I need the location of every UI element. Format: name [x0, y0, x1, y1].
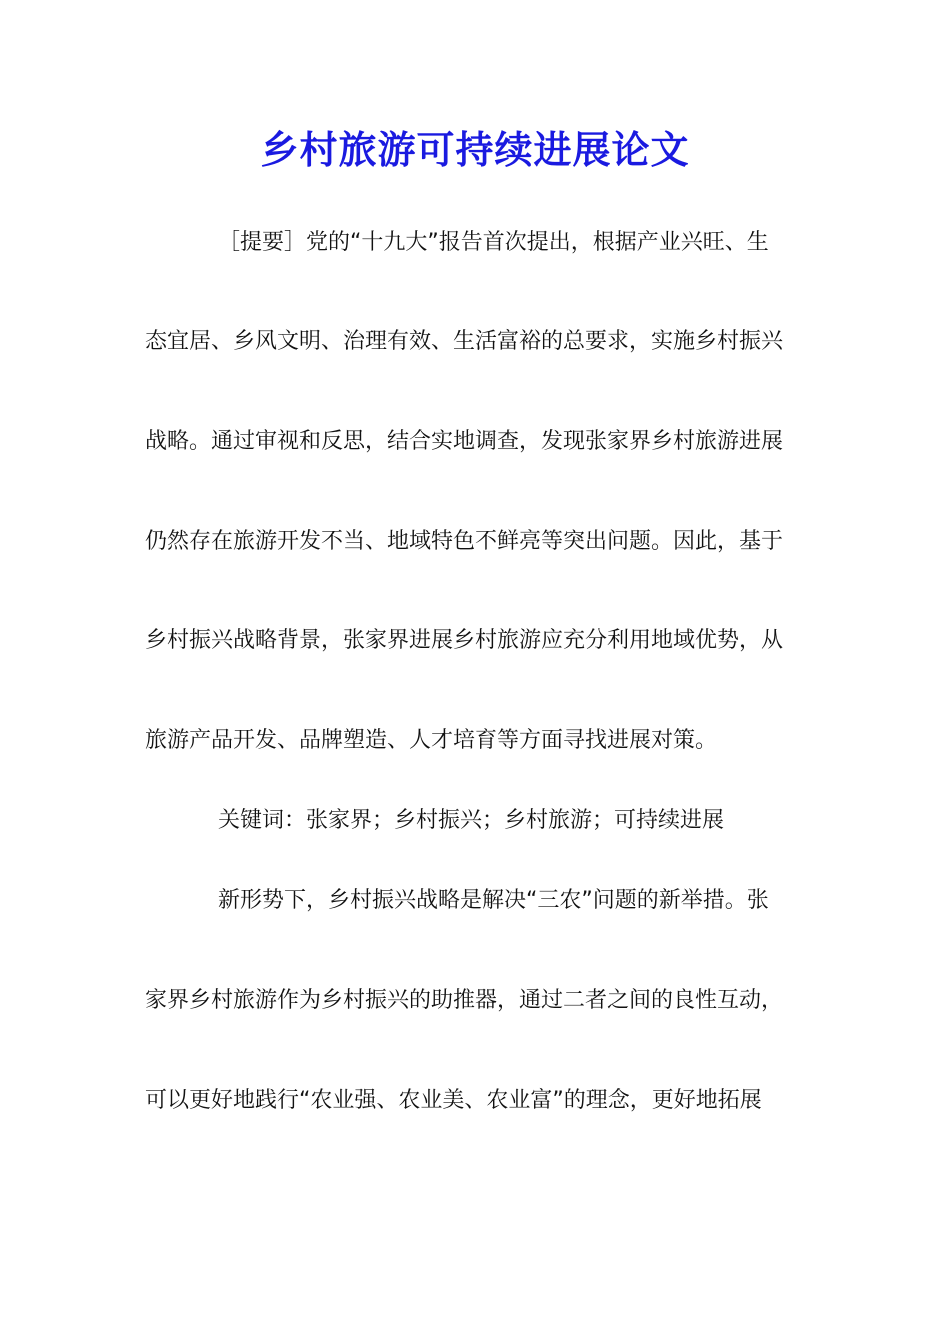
body-line-1: 新形势下，乡村振兴战略是解决“三农”问题的新举措。张 [218, 888, 769, 913]
abstract-line-5: 乡村振兴战略背景，张家界进展乡村旅游应充分利用地域优势，从 [145, 628, 784, 653]
body-line-3: 可以更好地践行“农业强、农业美、农业富”的理念，更好地拓展 [145, 1088, 762, 1113]
abstract-line-6: 旅游产品开发、品牌塑造、人才培育等方面寻找进展对策。 [145, 728, 718, 753]
document-title: 乡村旅游可持续进展论文 [260, 127, 690, 172]
body-line-2: 家界乡村旅游作为乡村振兴的助推器，通过二者之间的良性互动， [145, 988, 784, 1013]
abstract-line-1: ［提要］党的“十九大”报告首次提出，根据产业兴旺、生 [218, 230, 769, 255]
abstract-line-2: 态宜居、乡风文明、治理有效、生活富裕的总要求，实施乡村振兴 [145, 329, 784, 354]
abstract-line-3: 战略。通过审视和反思，结合实地调查，发现张家界乡村旅游进展 [145, 429, 784, 454]
abstract-line-4: 仍然存在旅游开发不当、地域特色不鲜亮等突出问题。因此，基于 [145, 529, 784, 554]
keywords-line: 关键词：张家界；乡村振兴；乡村旅游；可持续进展 [218, 808, 725, 833]
